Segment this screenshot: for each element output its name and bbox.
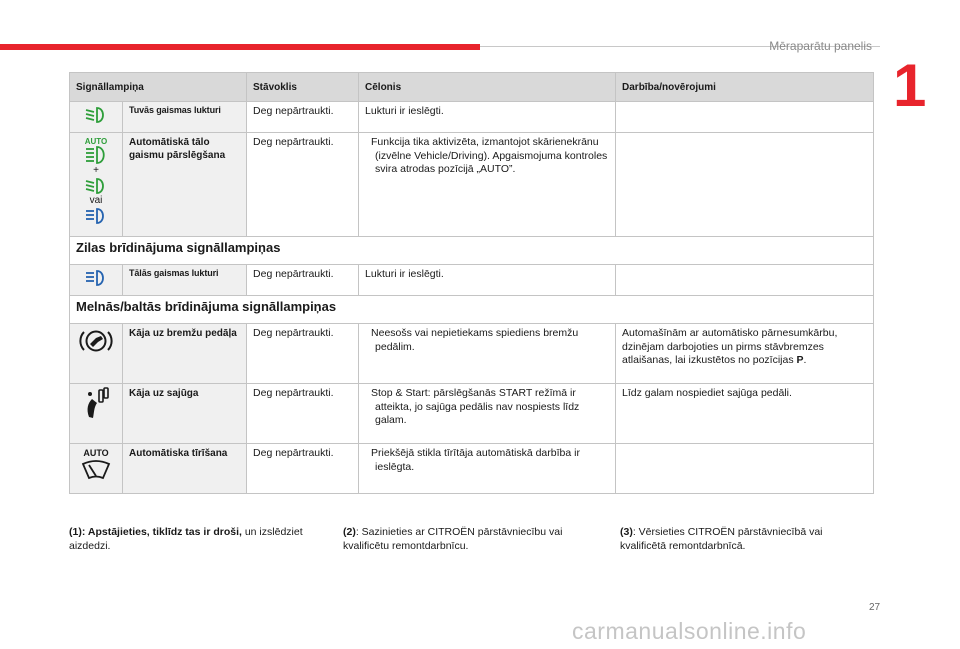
- state-cell: Deg nepārtraukti.: [247, 444, 359, 494]
- table-row: [70, 324, 874, 384]
- low-beam-icon: [83, 176, 109, 196]
- state-cell: Deg nepārtraukti.: [247, 324, 359, 384]
- table-row: [70, 102, 874, 133]
- cause-cell: Funkcija tika aktivizēta, izmantojot skārienekrānu (izvēlne Vehicle/Driving). Apgaismojuma kontroles svira atrodas pozīcijā „AUTO”.: [359, 133, 616, 237]
- light-name: Kāja uz bremžu pedāļa: [123, 324, 247, 384]
- footnote-3: (3): Vērsieties CITROËN pārstāvniecībā vai kvalificētā remontdarbnīcā.: [620, 526, 823, 553]
- section-title-blue: Zilas brīdinājuma signāllampiņas: [70, 237, 874, 265]
- foot-on-clutch-icon: [82, 387, 110, 421]
- svg-text:AUTO: AUTO: [84, 137, 108, 146]
- low-beam-icon: [83, 105, 109, 125]
- icon-cell: [70, 265, 123, 296]
- table-row: [70, 265, 874, 296]
- cause-cell: Lukturi ir ieslēgti.: [359, 265, 616, 296]
- action-cell: [616, 265, 874, 296]
- section-title-black-white: Melnās/baltās brīdinājuma signāllampiņas: [70, 296, 874, 324]
- table-row: [70, 384, 874, 444]
- action-cell: [616, 444, 874, 494]
- table-header-row: [70, 73, 874, 102]
- table-row: [70, 444, 874, 494]
- footnote-1: (1): Apstājieties, tiklīdz tas ir droši, un izslēdziet aizdedzi.: [69, 526, 303, 553]
- cause-cell: Priekšējā stikla tīrītāja automātiskā darbība ir ieslēgta.: [359, 444, 616, 494]
- or-separator: vai: [89, 195, 103, 206]
- col-header-action: Darbība/novērojumi: [616, 73, 874, 102]
- action-cell: [616, 102, 874, 133]
- icon-cell: [70, 102, 123, 133]
- cause-cell: Stop & Start: pārslēgšanās START režīmā ir atteikta, jo sajūga pedālis nav nospiests līdz galam.: [359, 384, 616, 444]
- cause-cell: Neesošs vai nepietiekams spiediens bremžu pedālim.: [359, 324, 616, 384]
- section-row: [70, 237, 874, 265]
- action-cell: Līdz galam nospiediet sajūga pedāli.: [616, 384, 874, 444]
- auto-high-beam-icon: [81, 136, 111, 166]
- state-cell: Deg nepārtraukti.: [247, 384, 359, 444]
- table-row: [70, 133, 874, 237]
- light-name: Automātiskā tālo gaismu pārslēgšana: [123, 133, 247, 237]
- plus-separator: +: [93, 165, 99, 176]
- col-header-state: Stāvoklis: [247, 73, 359, 102]
- cause-cell: Lukturi ir ieslēgti.: [359, 102, 616, 133]
- icon-cell: [70, 384, 123, 444]
- section-row: [70, 296, 874, 324]
- state-cell: Deg nepārtraukti.: [247, 133, 359, 237]
- section-title: Mēraparātu panelis: [769, 39, 872, 53]
- state-cell: Deg nepārtraukti.: [247, 102, 359, 133]
- foot-on-brake-icon: [79, 327, 113, 355]
- col-header-cause: Cēlonis: [359, 73, 616, 102]
- light-name: Tālās gaismas lukturi: [123, 265, 247, 296]
- light-name: Kāja uz sajūga: [123, 384, 247, 444]
- action-cell: [616, 133, 874, 237]
- footnote-2: (2): Sazinieties ar CITROËN pārstāvniecību vai kvalificētu remontdarbnīcu.: [343, 526, 563, 553]
- svg-text:AUTO: AUTO: [83, 448, 109, 458]
- icon-cell: [70, 324, 123, 384]
- light-name: Tuvās gaismas lukturi: [123, 102, 247, 133]
- icon-cell: [70, 133, 123, 237]
- watermark: carmanualsonline.info: [572, 618, 807, 644]
- light-name: Automātiska tīrīšana: [123, 444, 247, 494]
- header-red-bar: [0, 44, 480, 50]
- action-cell: Automašīnām ar automātisko pārnesumkārbu, dzinējam darbojoties un pirms stāvbremzes atlaišanas, lai izkustētos no pozīcijas P.: [616, 324, 874, 384]
- chapter-number: 1: [893, 52, 927, 119]
- warning-lights-table: [69, 72, 874, 494]
- state-cell: Deg nepārtraukti.: [247, 265, 359, 296]
- icon-cell: [70, 444, 123, 494]
- high-beam-icon: [83, 268, 109, 288]
- high-beam-icon: [83, 206, 109, 226]
- page-number: 27: [869, 602, 881, 613]
- auto-wiper-icon: [80, 447, 112, 481]
- col-header-light: Signāllampiņa: [70, 73, 247, 102]
